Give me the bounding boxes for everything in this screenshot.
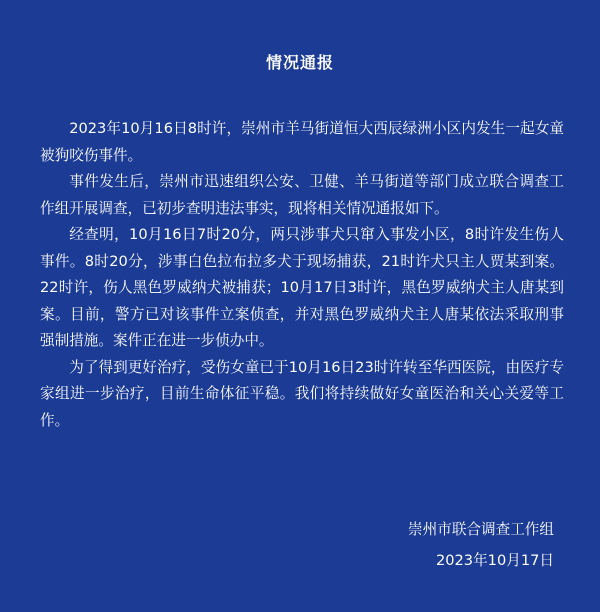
paragraph-findings: 经查明，10月16日7时20分，两只涉事犬只窜入事发小区，8时许发生伤人事件。8时20分，涉事白色拉布拉多犬于现场捕获，21时许犬只主人贾某到案。22时许，伤人黑色罗威纳犬被捕获；10月17日3时许，黑色罗威纳犬主人唐某到案。目前，警方已对该事件立案侦查，并对黑色罗威纳犬主人唐某依法采取刑事强制措施。案件正在进一步侦办中。 bbox=[40, 226, 564, 349]
issue-date: 2023年10月17日 bbox=[435, 552, 554, 569]
notice-title: 情况通报 bbox=[265, 53, 334, 72]
paragraph-treatment: 为了得到更好治疗，受伤女童已于10月16日23时许转至华西医院，由医疗专家组进一步治疗，目前生命体征平稳。我们将持续做好女童医治和关心关爱等工作。 bbox=[40, 358, 564, 429]
paragraph-incident: 2023年10月16日8时许，崇州市羊马街道恒大西辰绿洲小区内发生一起女童被狗咬伤事件。 bbox=[40, 120, 564, 164]
signature-block bbox=[408, 514, 554, 576]
paragraph-investigation: 事件发生后，崇州市迅速组织公安、卫健、羊马街道等部门成立联合调查工作组开展调查，已初步查明违法事实，现将相关情况通报如下。 bbox=[40, 173, 564, 217]
issuer-name: 崇州市联合调查工作组 bbox=[408, 521, 554, 538]
notice-body bbox=[40, 116, 564, 434]
